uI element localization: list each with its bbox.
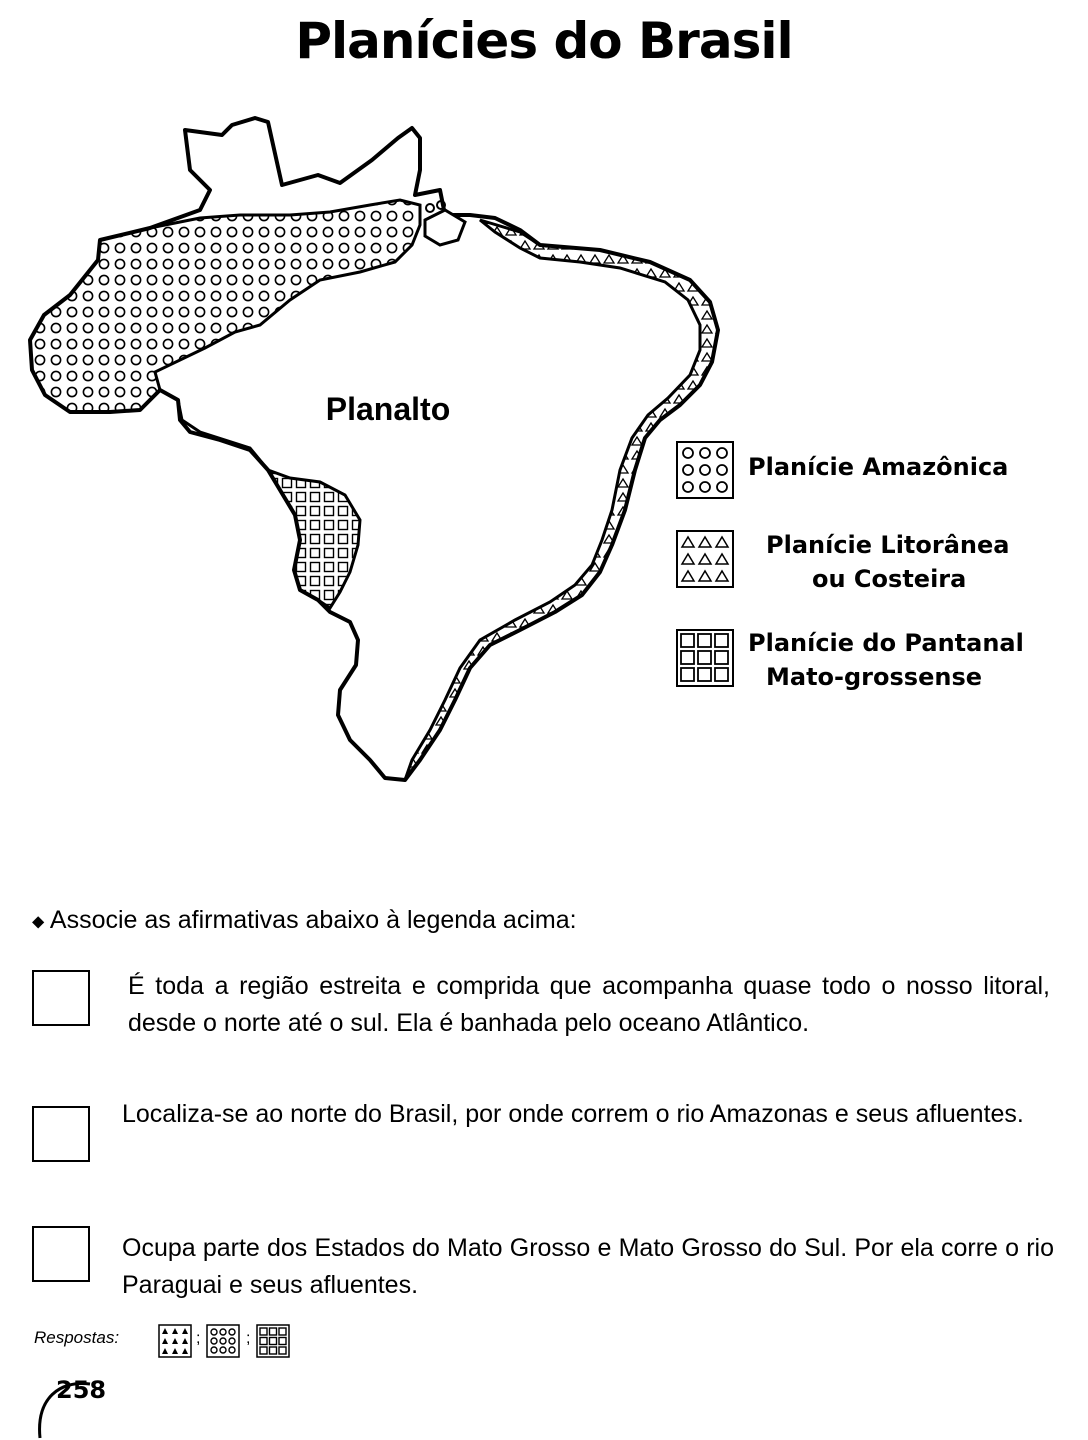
- legend-label-amazonica: Planície Amazônica: [748, 453, 1009, 481]
- answer-box-3[interactable]: [32, 1226, 90, 1282]
- instruction: [32, 906, 577, 935]
- statement-3: Ocupa parte dos Estados do Mato Grosso e Mato Grosso do Sul. Por ela corre o rio Paraguai e seus afluentes.: [122, 1234, 1054, 1299]
- instruction-text: Associe as afirmativas abaixo à legenda acima:: [49, 906, 577, 934]
- legend-swatch-pantanal: [676, 629, 734, 687]
- planalto-label: Planalto: [325, 391, 451, 427]
- answer-separator-2: ;: [246, 1330, 251, 1347]
- answer-separator-1: ;: [196, 1330, 201, 1347]
- answers-label: Respostas:: [34, 1328, 120, 1347]
- page-number: 258: [56, 1376, 107, 1404]
- bullet-icon: ◆: [32, 913, 45, 931]
- answer-swatch-triangles: [158, 1324, 192, 1358]
- page-title: Planícies do Brasil: [295, 12, 793, 70]
- statement-2: Localiza-se ao norte do Brasil, por onde correm o rio Amazonas e seus afluentes.: [122, 1100, 1024, 1128]
- legend-label-litoranea-2: ou Costeira: [812, 565, 967, 593]
- answer-box-1[interactable]: [32, 970, 90, 1026]
- legend-swatch-litoranea: [676, 530, 734, 588]
- legend-swatch-amazonica: [676, 441, 734, 499]
- answer-swatch-circles: [206, 1324, 240, 1358]
- legend-label-pantanal-1: Planície do Pantanal: [748, 629, 1024, 657]
- legend-label-litoranea-1: Planície Litorânea: [766, 531, 1010, 559]
- answer-swatch-squares: [256, 1324, 290, 1358]
- legend-label-pantanal-2: Mato-grossense: [766, 663, 982, 691]
- brazil-map: [0, 90, 760, 810]
- answer-box-2[interactable]: [32, 1106, 90, 1162]
- statement-1: É toda a região estreita e comprida que acompanha quase todo o nosso litoral, desde o norte até o sul. Ela é banhada pelo oceano Atlântico.: [128, 972, 1050, 1037]
